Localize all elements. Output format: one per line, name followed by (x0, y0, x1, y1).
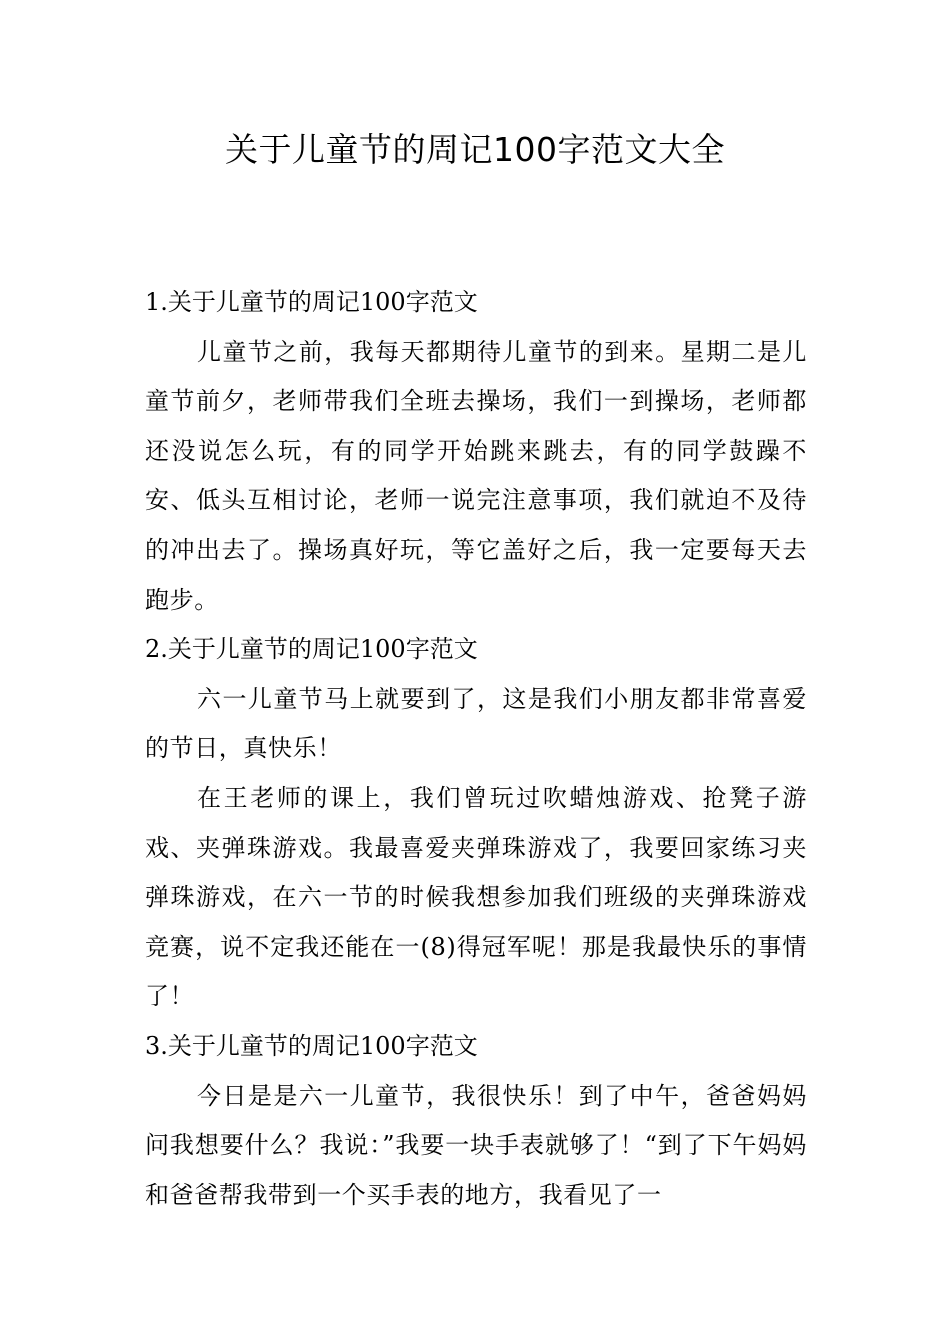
paragraph: 今日是是六一儿童节，我很快乐！到了中午，爸爸妈妈问我想要什么？我说：”我要一块手表就够了！“到了下午妈妈和爸爸帮我带到一个买手表的地方，我看见了一 (145, 1081, 807, 1209)
document-body (145, 278, 807, 1220)
section-heading: 2.关于儿童节的周记100字范文 (145, 635, 478, 664)
section-1 (145, 278, 807, 625)
section-3 (145, 1022, 807, 1220)
document-title: 关于儿童节的周记100字范文大全 (225, 130, 725, 169)
section-2 (145, 625, 807, 1022)
paragraph: 在王老师的课上，我们曾玩过吹蜡烛游戏、抢凳子游戏、夹弹珠游戏。我最喜爱夹弹珠游戏了，我要回家练习夹弹珠游戏，在六一节的时候我想参加我们班级的夹弹珠游戏竞赛，说不定我还能在一(8)得冠军呢！那是我最快乐的事情了！ (145, 783, 807, 1011)
section-heading: 1.关于儿童节的周记100字范文 (145, 288, 478, 316)
paragraph: 六一儿童节马上就要到了，这是我们小朋友都非常喜爱的节日，真快乐！ (145, 684, 807, 763)
section-heading: 3.关于儿童节的周记100字范文 (145, 1031, 478, 1060)
paragraph: 儿童节之前，我每天都期待儿童节的到来。星期二是儿童节前夕，老师带我们全班去操场，我们一到操场，老师都还没说怎么玩，有的同学开始跳来跳去，有的同学鼓躁不安、低头互相讨论，老师一说完注意事项，我们就迫不及待的冲出去了。操场真好玩，等它盖好之后，我一定要每天去跑步。 (145, 337, 807, 614)
